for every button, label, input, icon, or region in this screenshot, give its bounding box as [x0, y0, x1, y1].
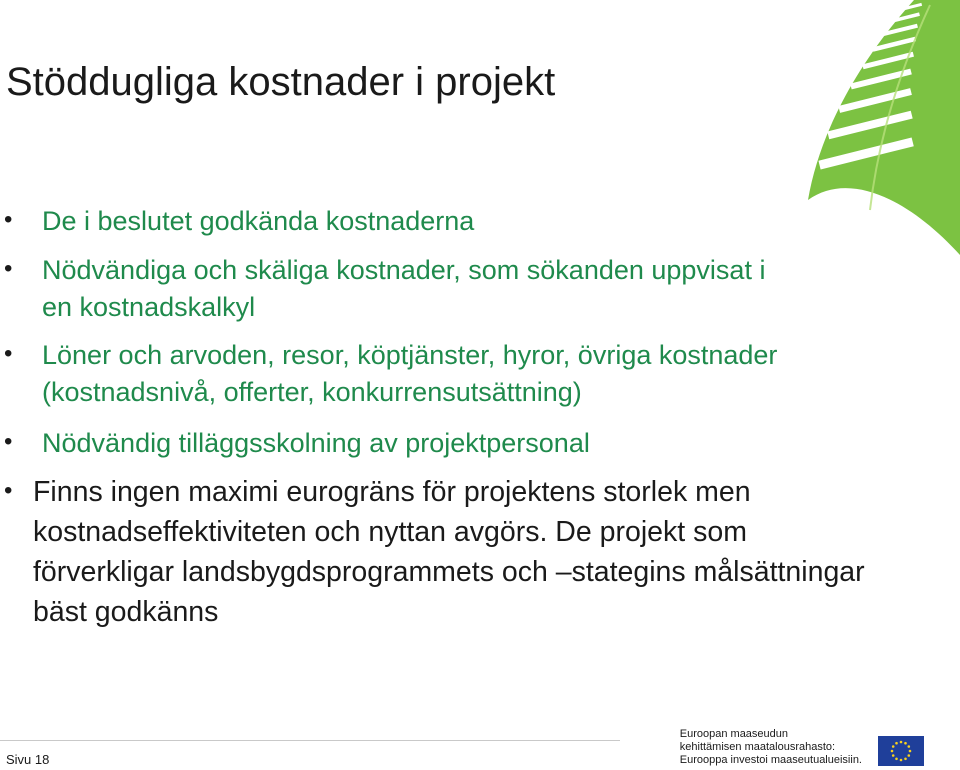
bullet-text: Nödvändig tilläggsskolning av projektpersonal	[42, 428, 590, 458]
page-number: Sivu 18	[6, 752, 50, 767]
eu-funding-line: Euroopan maaseudun	[679, 728, 789, 740]
bullet-marker: •	[4, 340, 13, 367]
bullet-text: De i beslutet godkända kostnaderna	[42, 206, 475, 236]
eu-flag-icon	[878, 736, 924, 766]
bullet-marker: •	[4, 206, 13, 233]
bullet-marker: •	[4, 428, 13, 455]
bullet-text: Finns ingen maximi eurogräns för projektens storlek men kostnadseffektiviteten och nyttan avgörs. De projekt som förverkligar landsbygdsprogrammets och –stategins målsättningar bäst godkänns	[33, 476, 865, 628]
footer-divider	[0, 740, 620, 741]
bullet-marker: •	[4, 477, 13, 504]
eu-funding-line: Eurooppa investoi maaseutualueisiin.	[679, 754, 862, 766]
page-title: Stöddugliga kostnader i projekt	[6, 60, 556, 104]
bullet-marker: •	[4, 255, 13, 282]
eu-funding-line: kehittämisen maatalousrahasto:	[679, 741, 836, 753]
bullet-text: Nödvändiga och skäliga kostnader, som sökanden uppvisat i en kostnadskalkyl	[42, 255, 766, 322]
eu-funding-text	[680, 728, 862, 767]
bullet-text: Löner och arvoden, resor, köptjänster, hyror, övriga kostnader (kostnadsnivå, offerter, konkurrensutsättning)	[42, 340, 778, 407]
